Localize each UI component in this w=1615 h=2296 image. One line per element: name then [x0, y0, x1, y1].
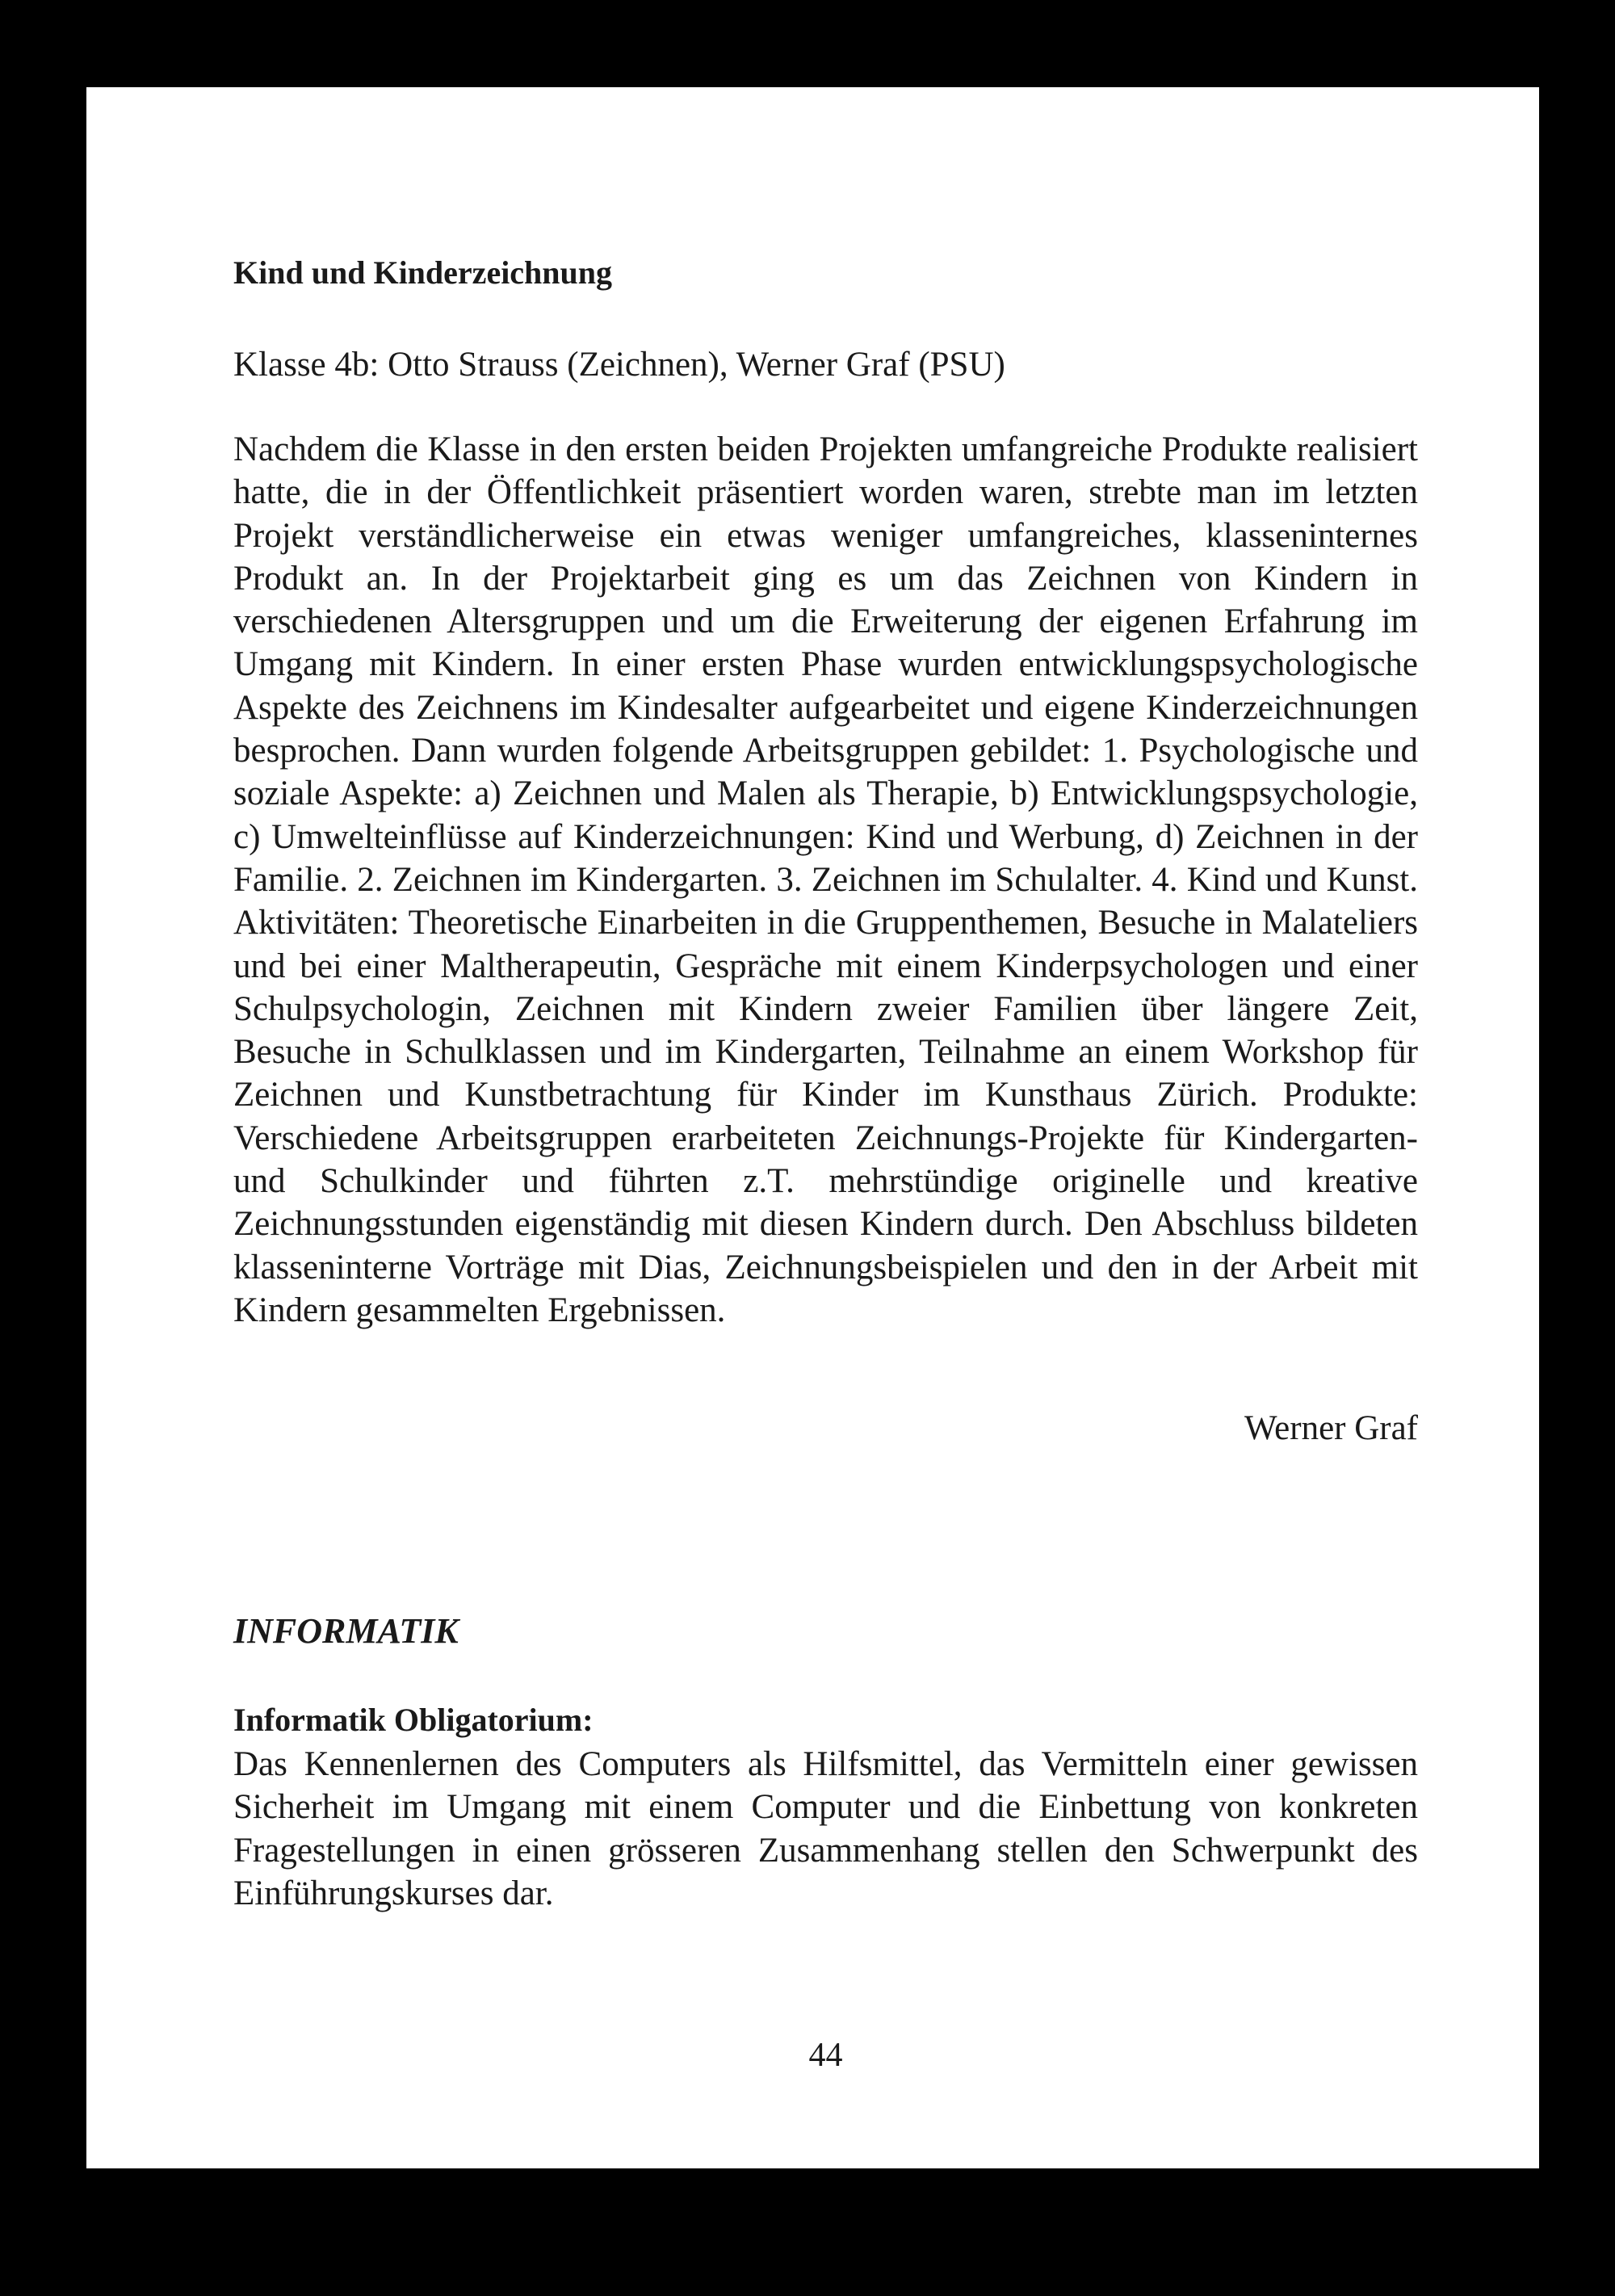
- section-title: INFORMATIK: [233, 1611, 459, 1651]
- page: [86, 87, 1539, 2168]
- article-author: Werner Graf: [1244, 1409, 1418, 1447]
- class-line: Klasse 4b: Otto Strauss (Zeichnen), Werner Graf (PSU): [233, 346, 1005, 384]
- page-number: 44: [808, 2037, 843, 2074]
- article-body: Nachdem die Klasse in den ersten beiden Projekten umfangreiche Produkte realisiert hatte, die in der Öffentlichkeit präsentiert worden waren, strebte man im letzten Projekt verständlicherweise ein etwas weniger umfangreiches, klasseninternes Produkt an. In der Projektarbeit ging es um das Zeichnen von Kindern in verschiedenen Altersgruppen und um die Erweiterung der eigenen Erfahrung im Umgang mit Kindern. In einer ersten Phase wurden entwicklungspsychologische Aspekte des Zeichnens im Kindesalter aufgearbeitet und eigene Kinderzeichnungen besprochen. Dann wurden folgende Arbeitsgruppen gebildet: 1. Psychologische und soziale Aspekte: a) Zeichnen und Malen als Therapie, b) Entwicklungspsychologie, c) Umwelteinflüsse auf Kinderzeichnungen: Kind und Werbung, d) Zeichnen in der Familie. 2. Zeichnen im Kindergarten. 3. Zeichnen im Schulalter. 4. Kind und Kunst. Aktivitäten: Theoretische Einarbeiten in die Gruppenthemen, Besuche in Malateliers und bei einer Maltherapeutin, Gespräche mit einem Kinderpsychologen und einer Schulpsychologin, Zeichnen mit Kindern zweier Familien über längere Zeit, Besuche in Schulklassen und im Kindergarten, Teilnahme an einem Workshop für Zeichnen und Kunstbetrachtung für Kinder im Kunsthaus Zürich. Produkte: Verschiedene Arbeitsgruppen erarbeiteten Zeichnungs-Projekte für Kindergarten- und Schulkinder und führten z.T. mehrstündige originelle und kreative Zeichnungsstunden eigenständig mit diesen Kindern durch. Den Abschluss bildeten klasseninterne Vorträge mit Dias, Zeichnungsbeispielen und den in der Arbeit mit Kindern gesammelten Ergebnissen.: [233, 430, 1418, 1329]
- section-subheading: Informatik Obligatorium:: [233, 1702, 594, 1738]
- article-title: Kind und Kinderzeichnung: [233, 254, 613, 291]
- section-body: Das Kennenlernen des Computers als Hilfsmittel, das Vermitteln einer gewissen Sicherheit im Umgang mit einem Computer und die Einbettung von konkreten Fragestellungen in einen grösseren Zusammenhang stellen den Schwerpunkt des Einführungskurses dar.: [233, 1745, 1418, 1912]
